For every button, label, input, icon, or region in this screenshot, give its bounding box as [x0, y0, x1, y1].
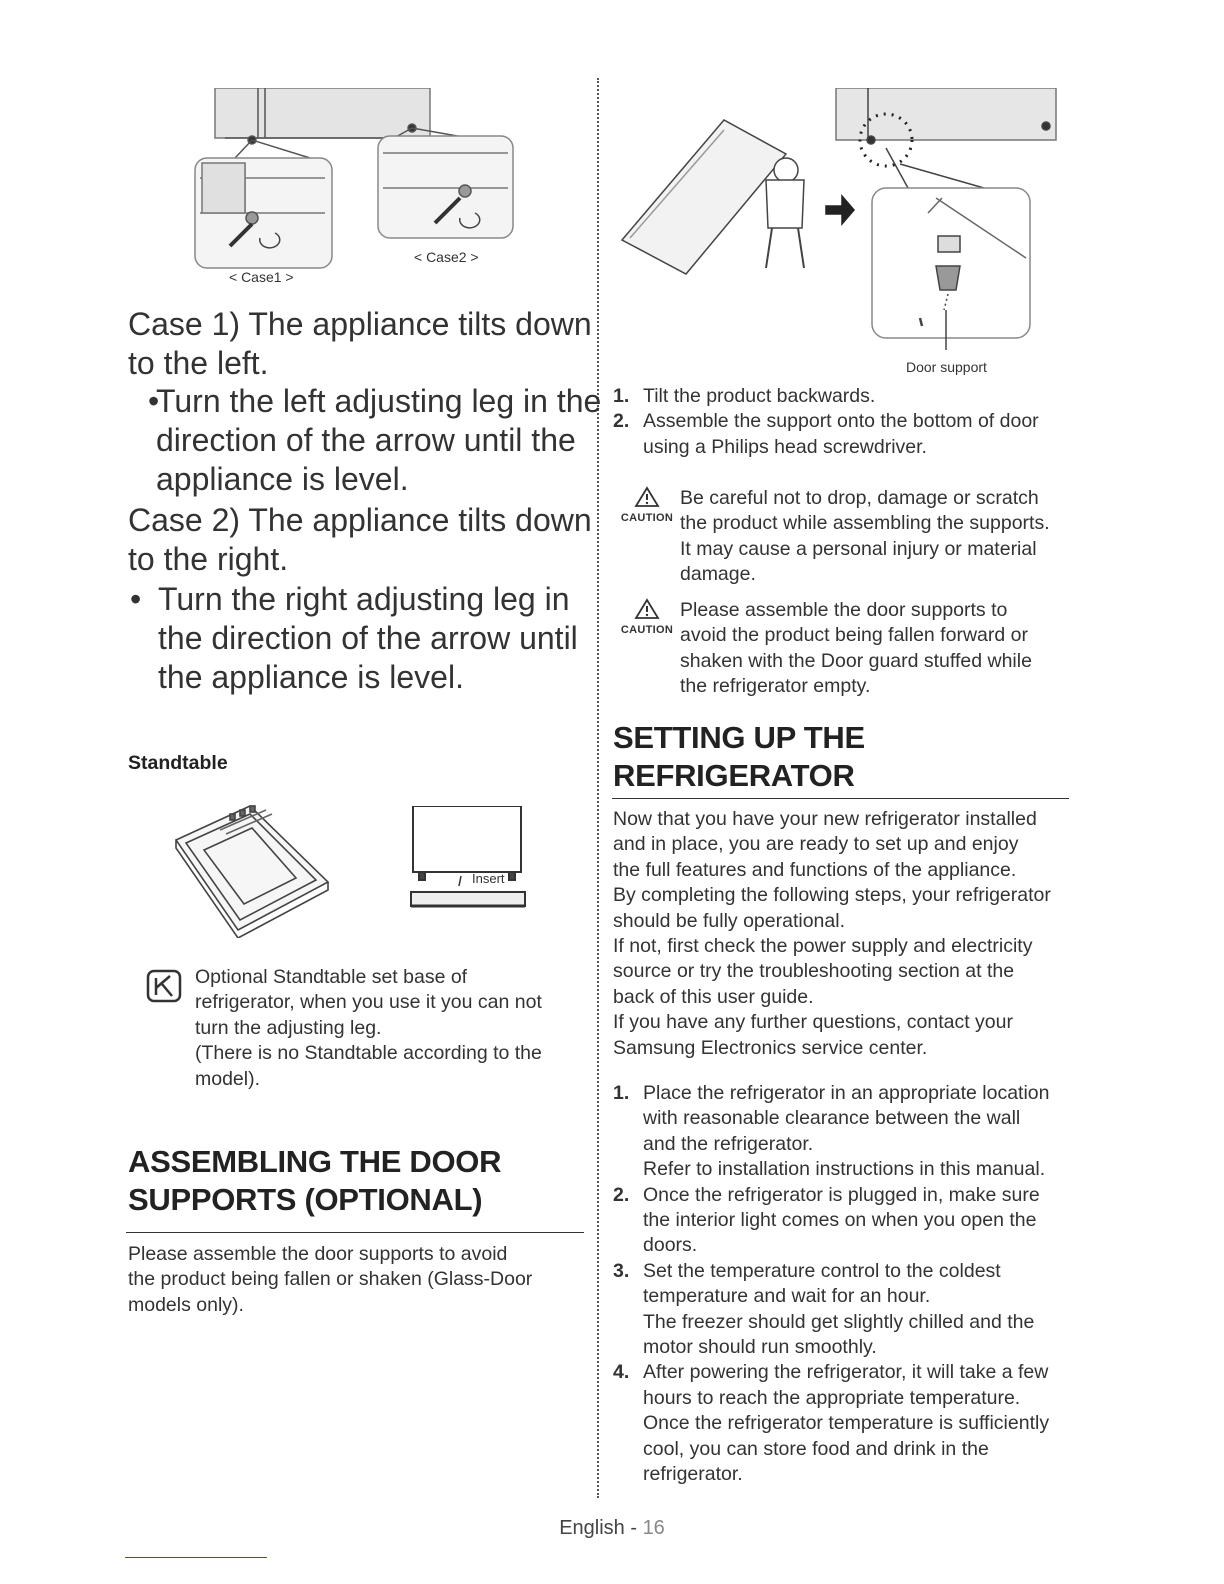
- insert-label: Insert: [472, 871, 505, 886]
- door-support-step: 1. Tilt the product backwards.: [613, 385, 876, 407]
- setting-up-steps: [613, 1081, 1083, 1488]
- standtable-heading: Standtable: [128, 752, 228, 774]
- page-number: 16: [642, 1517, 665, 1539]
- setting-up-step: 4. After powering the refrigerator, it will take a few hours to reach the appropriate temperature. Once the refrigerator temperature is sufficiently cool, you can store food and drink in the refrigerator.: [613, 1361, 1050, 1486]
- case2-heading: Case 2) The appliance tilts down to the right.: [128, 502, 592, 577]
- door-supports-intro: Please assemble the door supports to avoid the product being fallen or shaken (Glass-Door models only).: [128, 1243, 533, 1316]
- door-support-figure: [616, 88, 1060, 356]
- case1-bullet-text: Turn the left adjusting leg in the direction of the arrow until the appliance is level.: [156, 383, 602, 497]
- insert-figure: [405, 806, 530, 914]
- case1-bullet-dot: •: [148, 383, 160, 419]
- page-footer: [0, 1517, 1224, 1540]
- column-divider: [597, 78, 599, 1498]
- footer-link-underline: [125, 1557, 267, 1558]
- caution-note-2: CAUTION Please assemble the door supports to avoid the product being fallen forward or shaken with the Door guard stuffed while the refrigerator empty.: [616, 598, 1076, 700]
- caution-icon: CAUTION: [616, 486, 678, 531]
- case2-label: < Case2 >: [414, 249, 479, 265]
- door-support-steps: [613, 384, 1083, 460]
- door-supports-rule: [126, 1232, 584, 1233]
- caution-icon: CAUTION: [616, 598, 678, 643]
- setting-up-step: 3. Set the temperature control to the coldest temperature and wait for an hour. The freezer should get slightly chilled and the motor should run smoothly.: [613, 1259, 1035, 1359]
- door-support-step: 2. Assemble the support onto the bottom of door using a Philips head screwdriver.: [613, 410, 1039, 458]
- case1-label: < Case1 >: [229, 269, 294, 285]
- case2-bullet-dot: •: [130, 581, 142, 617]
- case2-bullet-text: Turn the right adjusting leg in the direction of the arrow until the appliance is level.: [158, 581, 578, 695]
- standtable-note: Optional Standtable set base of refrigerator, when you use it you can not turn the adjusting leg. (There is no Standtable according to the model).: [195, 966, 542, 1090]
- door-supports-title: ASSEMBLING THE DOOR SUPPORTS (OPTIONAL): [128, 1144, 502, 1217]
- setting-up-step: 1. Place the refrigerator in an appropriate location with reasonable clearance between the wall and the refrigerator. Refer to installation instructions in this manual.: [613, 1082, 1050, 1181]
- standtable-figure: [168, 798, 336, 938]
- setting-up-rule: [612, 798, 1069, 799]
- setting-up-intro: Now that you have your new refrigerator installed and in place, you are ready to set up and enjoy the full features and functions of the appliance. By completing the following steps, your refrigerator should be fully operational. If not, first check the power supply and electricity source or try the troubleshooting section at the back of this user guide. If you have any further questions, contact your Samsung Electronics service center.: [613, 808, 1051, 1059]
- footer-language: English -: [559, 1517, 643, 1539]
- setting-up-title: SETTING UP THE REFRIGERATOR: [613, 720, 865, 793]
- door-support-label: Door support: [906, 359, 987, 375]
- caution-note-1: CAUTION Be careful not to drop, damage or scratch the product while assembling the supports. It may cause a personal injury or material damage.: [616, 486, 1076, 588]
- setting-up-step: 2. Once the refrigerator is plugged in, make sure the interior light comes on when you open the doors.: [613, 1183, 1040, 1257]
- note-icon: [145, 968, 183, 1006]
- case1-heading: Case 1) The appliance tilts down to the left.: [128, 306, 592, 381]
